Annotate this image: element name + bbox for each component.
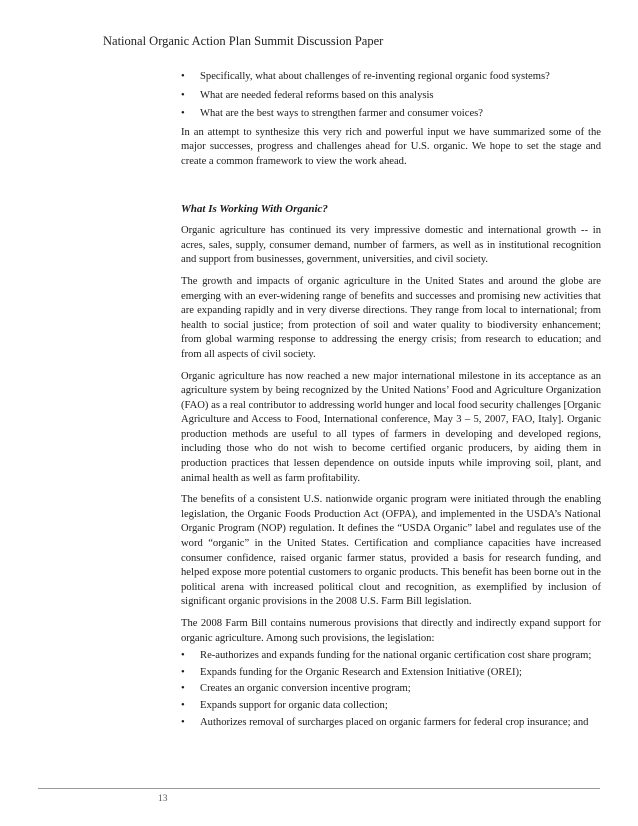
page-content — [181, 70, 601, 732]
section-heading: What Is Working With Organic? — [181, 202, 328, 215]
paragraph-impacts: The growth and impacts of organic agriculture in the United States and around the globe are emerging with an ever-widening range of benefits and successes and promising new activities that are expanding rapidly and in very diverse directions. They range from local to international; from health to social justice; from protection of soil and water quality to biodiversity enhancement; from global warming response to addressing the energy crisis; from research to education; and from all aspects of civil society. — [181, 275, 601, 360]
running-header: National Organic Action Plan Summit Discussion Paper — [103, 34, 384, 48]
farm-bill-bullet-list — [181, 649, 601, 730]
paragraph-growth: Organic agriculture has continued its very impressive domestic and international growth -- in acres, sales, supply, consumer demand, number of farmers, as well as in institutional recognition and support from businesses, government, universities, and civil society. — [181, 225, 601, 266]
list-item: • What are the best ways to strengthen farmer and consumer voices? — [181, 107, 601, 122]
list-item: • What are needed federal reforms based on this analysis — [181, 89, 601, 104]
footer-divider — [38, 788, 600, 789]
paragraph-fao: Organic agriculture has now reached a new major international milestone in its acceptance as an agriculture system by being recognized by the United Nations’ Food and Agriculture Organization (FAO) as a real contributor to addressing world hunger and local food security challenges [Organic Agriculture and Access to Food, International conference, May 3 – 5, 2007, FAO, Italy]. Organic production methods are useful to all types of farmers in developing and developed regions, including those who do not wish to become certified organic producers, by aiding them in production practices that lessen dependence on outside inputs while improving soil, plant, and animal health as well as farm profitability. — [181, 370, 601, 484]
intro-bullet-list — [181, 70, 601, 122]
list-item: • Expands support for organic data collection; — [181, 699, 601, 714]
list-item: • Expands funding for the Organic Research and Extension Initiative (OREI); — [181, 666, 601, 681]
paragraph-nop: The benefits of a consistent U.S. nationwide organic program were initiated through the enabling legislation, the Organic Foods Production Act (OFPA), and implemented in the USDA’s National Organic Program (NOP) regulation. It defines the “USDA Organic” label and regulates use of the word “organic” in the United States. Certification and compliance capacities have increased consumer confidence, raised organic farmer status, provided a basis for research funding, and helped expose more potential customers to organic products. This benefit has been borne out in the political arena with increased political clout and recognition, as exemplified by inclusion of significant organic provisions in the 2008 U.S. Farm Bill legislation. — [181, 494, 601, 608]
list-item: • Re-authorizes and expands funding for the national organic certification cost share program; — [181, 649, 601, 664]
intro-paragraph: In an attempt to synthesize this very rich and powerful input we have summarized some of the major successes, progress and challenges ahead for U.S. organic. We hope to set the stage and create a common framework to view the work ahead. — [181, 126, 601, 167]
list-item: • Specifically, what about challenges of re-inventing regional organic food systems? — [181, 70, 601, 85]
list-item: • Creates an organic conversion incentive program; — [181, 682, 601, 697]
list-item: • Authorizes removal of surcharges placed on organic farmers for federal crop insurance; and — [181, 716, 601, 731]
page-number: 13 — [158, 794, 168, 804]
paragraph-farm-bill: The 2008 Farm Bill contains numerous provisions that directly and indirectly expand support for organic agriculture. Among such provisions, the legislation: — [181, 618, 601, 644]
